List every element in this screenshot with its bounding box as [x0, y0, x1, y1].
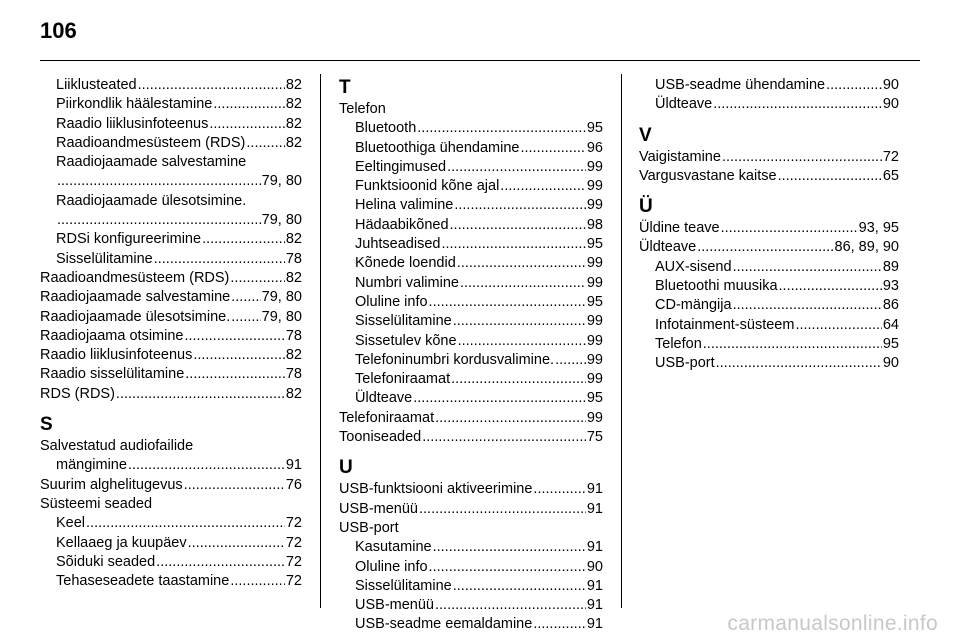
entry-text: USB-menüü — [355, 597, 434, 614]
dot-leader — [202, 230, 285, 249]
entry-text: Keel — [56, 515, 86, 532]
index-entry — [339, 596, 603, 615]
index-entry — [639, 335, 899, 354]
index-entry — [639, 316, 899, 335]
entry-text: Kasutamine — [355, 539, 432, 556]
index-entry — [339, 351, 603, 370]
index-entry: USB-port — [339, 519, 399, 536]
section-letter: Ü — [639, 196, 653, 218]
page-reference: 91 — [586, 616, 603, 633]
index-entry — [40, 172, 302, 191]
index-entry — [339, 293, 603, 312]
page-reference: 99 — [586, 197, 603, 214]
dot-leader — [454, 196, 586, 215]
page-reference: 72 — [285, 573, 302, 590]
dot-leader — [520, 139, 585, 158]
index-entry — [339, 538, 603, 557]
page-reference: 78 — [285, 327, 302, 344]
entry-text: Bluetooth — [355, 120, 417, 137]
index-entry — [40, 269, 302, 288]
index-entry: Salvestatud audiofailide — [40, 438, 194, 455]
page-reference: 91 — [586, 500, 603, 517]
index-entry — [40, 95, 302, 114]
index-entry — [339, 370, 603, 389]
page-reference: 99 — [586, 371, 603, 388]
entry-text: Vaigistamine — [639, 148, 721, 165]
entry-text: Üldteave — [655, 96, 713, 113]
page-reference: 90 — [882, 355, 899, 372]
entry-text: Oluline info — [355, 558, 428, 575]
page-reference: 79, 80 — [261, 212, 302, 229]
entry-text: Sissetulev kõne — [355, 332, 457, 349]
index-entry — [40, 346, 302, 365]
index-entry — [339, 158, 603, 177]
index-column-3 — [639, 76, 899, 374]
index-entry — [639, 277, 899, 296]
dot-leader — [128, 456, 285, 475]
entry-text: USB-menüü — [339, 500, 418, 517]
entry-text: Telefoninumbri kordusvalimine. — [355, 351, 555, 368]
dot-leader — [246, 134, 284, 153]
index-entry — [339, 254, 603, 273]
entry-text: Sisselülitamine — [355, 313, 452, 330]
column-separator — [621, 74, 622, 608]
entry-text: RDSi konfigureerimine — [56, 231, 202, 248]
index-entry — [339, 177, 603, 196]
entry-text: Telefoniraamat — [355, 371, 451, 388]
page-reference: 82 — [285, 385, 302, 402]
dot-leader — [138, 76, 285, 95]
index-entry — [639, 95, 899, 114]
dot-leader — [86, 514, 285, 533]
dot-leader — [450, 216, 586, 235]
dot-leader — [184, 327, 284, 346]
index-entry — [40, 308, 302, 327]
entry-text: Kellaaeg ja kuupäev — [56, 534, 187, 551]
dot-leader — [429, 293, 586, 312]
page-reference: 91 — [586, 597, 603, 614]
entry-text: Bluetoothi muusika — [655, 278, 778, 295]
index-entry — [40, 76, 302, 95]
entry-text: Üldteave — [355, 390, 413, 407]
index-entry — [339, 274, 603, 293]
dot-leader — [417, 119, 586, 138]
index-entry — [639, 258, 899, 277]
dot-leader — [435, 409, 586, 428]
dot-leader — [451, 370, 586, 389]
page-reference: 91 — [586, 539, 603, 556]
section-letter: T — [339, 77, 351, 98]
dot-leader — [193, 346, 285, 365]
page-reference: 90 — [586, 558, 603, 575]
dot-leader — [533, 615, 586, 634]
page-reference: 91 — [285, 457, 302, 474]
index-entry — [40, 456, 302, 475]
page-reference: 64 — [882, 316, 899, 333]
page-reference: 82 — [285, 115, 302, 132]
index-entry — [639, 219, 899, 238]
page-reference: 99 — [586, 255, 603, 272]
index-entry — [339, 577, 603, 596]
index-entry — [339, 119, 603, 138]
entry-text: mängimine — [56, 457, 127, 474]
dot-leader — [184, 476, 285, 495]
index-entry — [40, 572, 302, 591]
entry-text: Oluline info — [355, 293, 428, 310]
dot-leader — [185, 365, 285, 384]
page-reference: 90 — [882, 77, 899, 93]
page-reference: 93, 95 — [858, 220, 899, 237]
page-reference: 82 — [285, 96, 302, 113]
dot-leader — [230, 572, 285, 591]
entry-text: Raadio liiklusinfoteenus — [40, 347, 193, 364]
entry-text: Raadioandmesüsteem (RDS) — [40, 269, 230, 286]
index-entry — [339, 615, 603, 634]
page-reference: 99 — [586, 158, 603, 175]
dot-leader — [441, 235, 585, 254]
index-entry — [639, 167, 899, 186]
page-reference: 99 — [586, 178, 603, 195]
entry-text: AUX-sisend — [655, 258, 732, 275]
dot-leader — [721, 219, 858, 238]
index-entry — [639, 238, 899, 257]
page-reference: 72 — [285, 534, 302, 551]
dot-leader — [458, 332, 586, 351]
dot-leader — [413, 389, 586, 408]
dot-leader — [457, 254, 586, 273]
page-reference: 79, 80 — [261, 289, 302, 306]
header-rule — [40, 60, 920, 61]
entry-text: Telefoniraamat — [339, 409, 435, 426]
entry-text: Raadio liiklusinfoteenus — [56, 115, 209, 132]
page-reference: 91 — [586, 481, 603, 498]
entry-text: Infotainment-süsteem — [655, 316, 795, 333]
entry-text: USB-port — [655, 355, 715, 372]
entry-text: Funktsioonid kõne ajal — [355, 178, 500, 195]
index-entry — [339, 500, 603, 519]
page-reference: 82 — [285, 134, 302, 151]
dot-leader — [230, 269, 284, 288]
entry-text: CD-mängija — [655, 297, 732, 314]
dot-leader — [433, 538, 586, 557]
section-letter: U — [339, 457, 353, 479]
index-entry — [339, 196, 603, 215]
index-entry — [339, 139, 603, 158]
page-reference: 82 — [285, 269, 302, 286]
page-reference: 98 — [586, 216, 603, 233]
page-reference: 90 — [882, 96, 899, 113]
index-entry — [339, 235, 603, 254]
index-entry — [339, 558, 603, 577]
page-reference: 95 — [882, 335, 899, 352]
entry-text: Üldine teave — [639, 220, 720, 237]
dot-leader — [795, 316, 881, 335]
dot-leader — [231, 288, 260, 307]
dot-leader — [447, 158, 586, 177]
index-entry — [40, 365, 302, 384]
dot-leader — [500, 177, 586, 196]
entry-text: Liiklusteated — [56, 77, 137, 93]
entry-text: Raadiojaamade salvestamine — [40, 289, 231, 306]
page-reference: 75 — [586, 429, 603, 446]
dot-leader — [733, 258, 882, 277]
page-reference: 89 — [882, 258, 899, 275]
entry-text: Raadiojaama otsimine — [40, 327, 184, 344]
dot-leader — [116, 385, 285, 404]
dot-leader — [533, 480, 585, 499]
page-reference: 82 — [285, 77, 302, 93]
index-entry — [339, 332, 603, 351]
entry-text: Raadiojaamade ülesotsimine. — [40, 308, 231, 325]
entry-text: Sõiduki seaded — [56, 553, 156, 570]
entry-text: Eeltingimused — [355, 158, 447, 175]
entry-text: Bluetoothiga ühendamine — [355, 139, 520, 156]
entry-text: Sisselülitamine — [56, 250, 153, 267]
entry-text: Raadioandmesüsteem (RDS) — [56, 134, 246, 151]
dot-leader — [231, 308, 260, 327]
page-reference: 79, 80 — [261, 173, 302, 190]
index-entry: Telefon — [339, 101, 386, 117]
index-entry — [40, 514, 302, 533]
page-reference: 95 — [586, 293, 603, 310]
dot-leader — [716, 354, 882, 373]
index-entry: Süsteemi seaded — [40, 495, 153, 512]
dot-leader — [697, 238, 833, 257]
page-reference: 72 — [285, 553, 302, 570]
watermark: carmanualsonline.info — [727, 612, 938, 635]
entry-text: Numbri valimine — [355, 274, 459, 291]
page-number: 106 — [40, 18, 77, 43]
dot-leader — [209, 115, 285, 134]
index-entry — [40, 250, 302, 269]
index-entry — [339, 409, 603, 428]
entry-text: Sisselülitamine — [355, 577, 452, 594]
section-letter: S — [40, 414, 53, 436]
page-reference: 86, 89, 90 — [834, 239, 899, 256]
entry-text: Juhtseadised — [355, 236, 441, 253]
dot-leader — [722, 148, 882, 167]
page-reference: 95 — [586, 236, 603, 253]
page-reference: 93 — [882, 278, 899, 295]
dot-leader — [57, 172, 261, 191]
page-reference: 99 — [586, 332, 603, 349]
section-letter: V — [639, 124, 652, 146]
index-entry: Raadiojaamade ülesotsimine. — [56, 192, 247, 209]
entry-text: Tooniseaded — [339, 429, 422, 446]
index-entry — [339, 428, 603, 447]
page-reference: 99 — [586, 409, 603, 426]
dot-leader — [733, 296, 882, 315]
dot-leader — [188, 534, 285, 553]
index-column-1 — [40, 76, 302, 591]
page-reference: 99 — [586, 313, 603, 330]
index-entry — [40, 115, 302, 134]
page-reference: 65 — [882, 167, 899, 184]
entry-text: Tehaseseadete taastamine — [56, 573, 230, 590]
dot-leader — [422, 428, 586, 447]
page-reference: 78 — [285, 366, 302, 383]
dot-leader — [826, 76, 882, 95]
index-column-2 — [339, 76, 603, 635]
index-entry — [40, 534, 302, 553]
dot-leader — [555, 351, 586, 370]
index-entry — [40, 134, 302, 153]
page-reference: 95 — [586, 120, 603, 137]
entry-text: Suurim alghelitugevus — [40, 476, 183, 493]
page-reference: 96 — [586, 139, 603, 156]
dot-leader — [453, 312, 586, 331]
page-reference: 79, 80 — [261, 308, 302, 325]
entry-text: Kõnede loendid — [355, 255, 456, 272]
dot-leader — [57, 211, 261, 230]
page-reference: 78 — [285, 250, 302, 267]
page-reference: 72 — [882, 148, 899, 165]
dot-leader — [213, 95, 285, 114]
page-reference: 95 — [586, 390, 603, 407]
index-entry — [40, 553, 302, 572]
dot-leader — [429, 558, 586, 577]
page-reference: 99 — [586, 274, 603, 291]
entry-text: Piirkondlik häälestamine — [56, 96, 213, 113]
dot-leader — [703, 335, 882, 354]
index-entry — [339, 480, 603, 499]
page-reference: 72 — [285, 515, 302, 532]
index-entry: Raadiojaamade salvestamine — [56, 154, 247, 171]
entry-text: USB-funktsiooni aktiveerimine — [339, 481, 533, 498]
page-reference: 82 — [285, 231, 302, 248]
dot-leader — [460, 274, 586, 293]
dot-leader — [453, 577, 586, 596]
entry-text: USB-seadme eemaldamine — [355, 616, 533, 633]
page-reference: 86 — [882, 297, 899, 314]
index-entry — [639, 148, 899, 167]
entry-text: Üldteave — [639, 239, 697, 256]
entry-text: Helina valimine — [355, 197, 454, 214]
index-entry — [339, 312, 603, 331]
page-reference: 91 — [586, 577, 603, 594]
entry-text: Hädaabikõned — [355, 216, 449, 233]
page-reference: 82 — [285, 347, 302, 364]
dot-leader — [778, 167, 882, 186]
dot-leader — [779, 277, 882, 296]
dot-leader — [156, 553, 285, 572]
index-entry — [40, 288, 302, 307]
index-entry — [339, 389, 603, 408]
dot-leader — [435, 596, 586, 615]
dot-leader — [713, 95, 882, 114]
column-separator — [320, 74, 321, 608]
dot-leader — [419, 500, 586, 519]
entry-text: Telefon — [655, 335, 702, 352]
index-entry — [639, 354, 899, 373]
page-reference: 99 — [586, 351, 603, 368]
index-entry — [40, 230, 302, 249]
entry-text: RDS (RDS) — [40, 385, 115, 402]
index-entry — [40, 211, 302, 230]
dot-leader — [154, 250, 285, 269]
index-entry — [40, 385, 302, 404]
index-entry — [40, 476, 302, 495]
index-entry — [40, 327, 302, 346]
entry-text: Vargusvastane kaitse — [639, 167, 777, 184]
index-entry — [639, 296, 899, 315]
entry-text: USB-seadme ühendamine — [655, 77, 826, 93]
index-entry — [339, 216, 603, 235]
index-entry — [639, 76, 899, 95]
page-reference: 76 — [285, 476, 302, 493]
entry-text: Raadio sisselülitamine — [40, 366, 185, 383]
